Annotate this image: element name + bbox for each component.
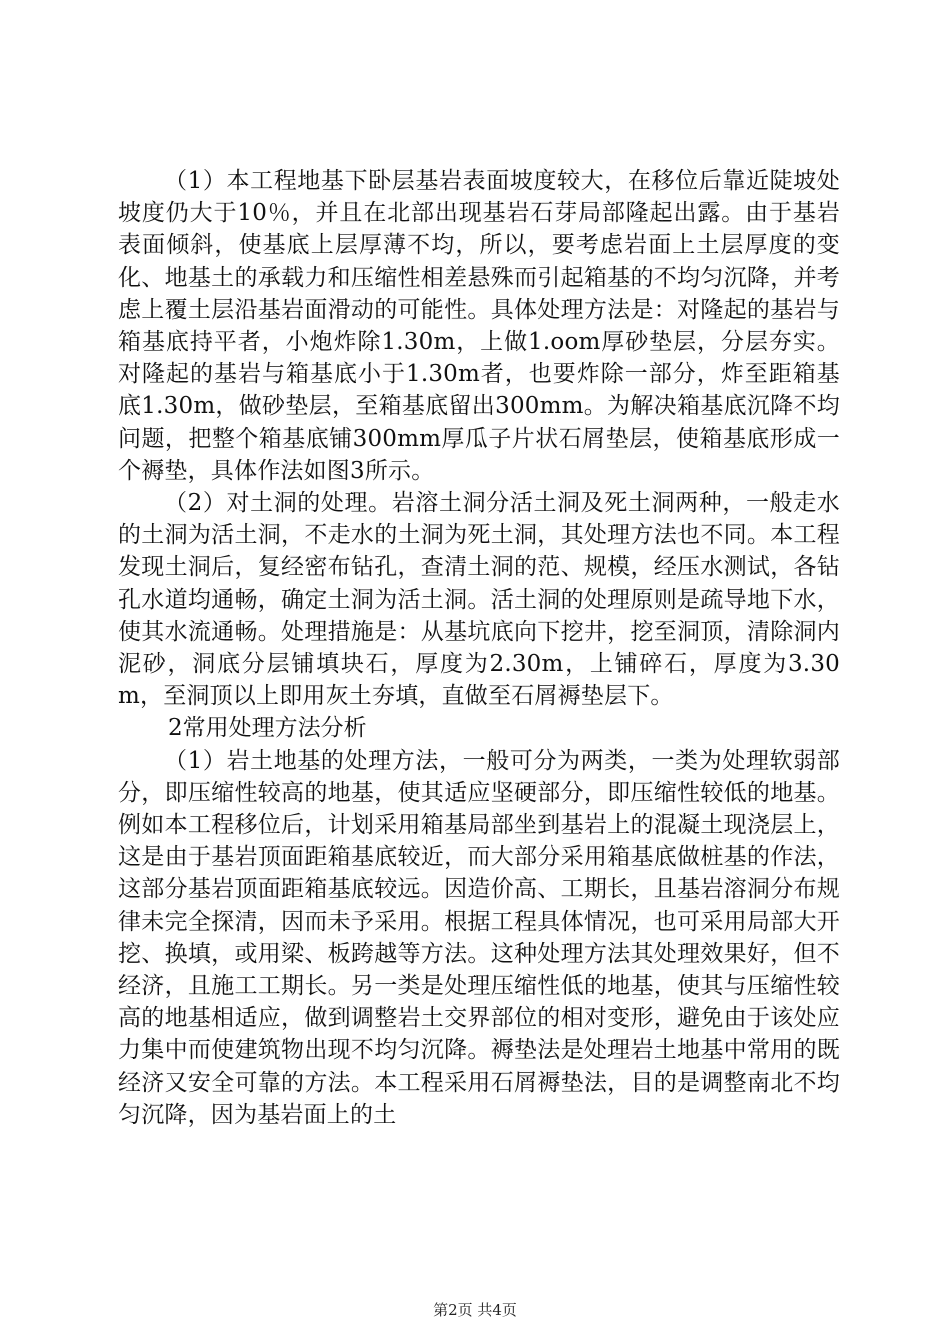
document-body xyxy=(118,165,840,1131)
paragraph-soil-cave-treatment: （2）对土洞的处理。岩溶土洞分活土洞及死土洞两种，一般走水的土洞为活土洞，不走水的土洞为死土洞，其处理方法也不同。本工程发现土洞后，复经密布钻孔，查清土洞的范、规模，经压水测试，各钻孔水道均通畅，确定土洞为活土洞。活土洞的处理原则是疏导地下水，使其水流通畅。处理措施是：从基坑底向下挖井，挖至洞顶，清除洞内泥砂，洞底分层铺填块石，厚度为2.30m，上铺碎石，厚度为3.30m，至洞顶以上即用灰土夯填，直做至石屑褥垫层下。 xyxy=(118,490,840,710)
paragraph-method-analysis: （1）岩土地基的处理方法，一般可分为两类，一类为处理软弱部分，即压缩性较高的地基，使其适应坚硬部分，即压缩性较低的地基。例如本工程移位后，计划采用箱基局部坐到基岩上的混凝土现浇层上，这是由于基岩顶面距箱基底较近，而大部分采用箱基底做桩基的作法，这部分基岩顶面距箱基底较远。因造价高、工期长，且基岩溶洞分布规律未完全探清，因而未予采用。根据工程具体情况，也可采用局部大开挖、换填，或用梁、板跨越等方法。这种处理方法其处理效果好，但不经济，且施工工期长。另一类是处理压缩性低的地基，使其与压缩性较高的地基相适应，做到调整岩土交界部位的相对变形，避免由于该处应力集中而使建筑物出现不均匀沉降。褥垫法是处理岩土地基中常用的既经济又安全可靠的方法。本工程采用石屑褥垫法，目的是调整南北不均匀沉降，因为基岩面上的土 xyxy=(118,747,840,1128)
section-heading: 2常用处理方法分析 xyxy=(168,715,367,742)
paragraph-bedrock-treatment: （1）本工程地基下卧层基岩表面坡度较大，在移位后靠近陡坡处坡度仍大于10％，并且在北部出现基岩石芽局部隆起出露。由于基岩表面倾斜，使基底上层厚薄不均，所以，要考虑岩面上土层厚度的变化、地基土的承载力和压缩性相差悬殊而引起箱基的不均匀沉降，并考虑上覆土层沿基岩面滑动的可能性。具体处理方法是：对隆起的基岩与箱基底持平者，小炮炸除1.30m，上做1.oom厚砂垫层，分层夯实。对隆起的基岩与箱基底小于1.30m者，也要炸除一部分，炸至距箱基底1.30m，做砂垫层，至箱基底留出300mm。为解决箱基底沉降不均问题，把整个箱基底铺300mm厚瓜子片状石屑垫层，使箱基底形成一个褥垫，具体作法如图3所示。 xyxy=(118,168,840,484)
page-footer: 第2页 共4页 xyxy=(433,1301,517,1319)
